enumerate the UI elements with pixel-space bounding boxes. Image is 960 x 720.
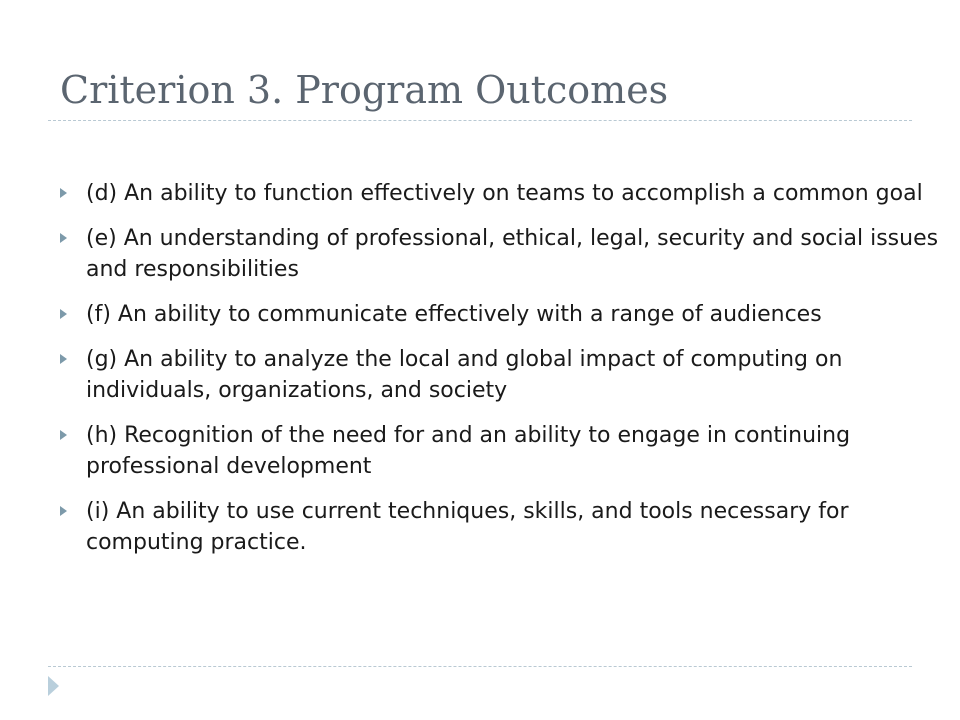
list-item-text: (f) An ability to communicate effectively with a range of audiences [86, 302, 822, 327]
list-item-text: (e) An understanding of professional, ethical, legal, security and social issues and responsibilities [86, 226, 939, 282]
list-item [60, 420, 940, 482]
triangle-right-icon [60, 233, 67, 243]
list-item [60, 344, 940, 406]
triangle-right-icon [60, 309, 67, 319]
triangle-right-icon [60, 430, 67, 440]
list-item-text: (g) An ability to analyze the local and global impact of computing on individuals, organizations, and society [86, 347, 843, 403]
triangle-right-icon [60, 506, 67, 516]
slide-title: Criterion 3. Program Outcomes [60, 68, 669, 112]
list-item-text: (d) An ability to function effectively on teams to accomplish a common goal [86, 181, 923, 206]
list-item-text: (i) An ability to use current techniques, skills, and tools necessary for computing practice. [86, 499, 849, 555]
footer-divider [48, 666, 912, 667]
triangle-right-icon [60, 188, 67, 198]
list-item [60, 496, 940, 558]
list-item [60, 178, 940, 209]
triangle-right-icon [60, 354, 67, 364]
list-item-text: (h) Recognition of the need for and an ability to engage in continuing professional development [86, 423, 851, 479]
outcomes-list [60, 178, 940, 572]
title-divider [48, 120, 912, 121]
corner-triangle-icon [48, 676, 59, 696]
list-item [60, 299, 940, 330]
list-item [60, 223, 940, 285]
